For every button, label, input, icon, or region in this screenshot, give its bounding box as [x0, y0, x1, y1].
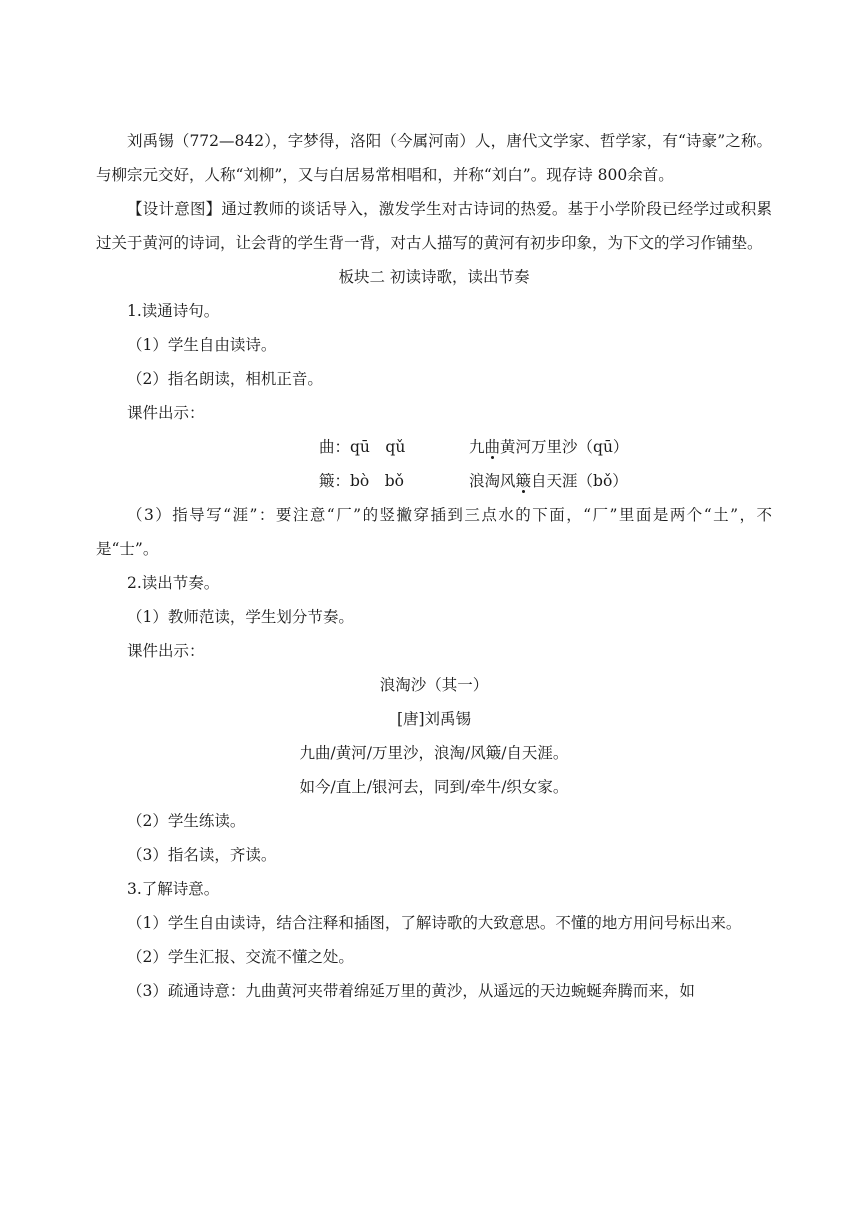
- pinyin-example-qu: 九曲黄河万里沙（qū）: [469, 438, 629, 456]
- step-1-heading: 1.读通诗句。: [127, 302, 220, 320]
- step-3-heading: 3.了解诗意。: [127, 880, 220, 898]
- poem-title: 浪淘沙（其一）: [379, 676, 489, 694]
- step-2-heading: 2.读出节奏。: [127, 574, 220, 592]
- poem-line-2: 如今/直上/银河去，同到/牵牛/织女家。: [299, 778, 569, 796]
- courseware-label-1: 课件出示：: [127, 404, 205, 422]
- design-intent-paragraph: 【设计意图】通过教师的谈话导入，激发学生对古诗词的热爱。基于小学阶段已经学过或积累过关于黄河的诗词，让会背的学生背一背，对古人描写的黄河有初步印象，为下文的学习作铺垫。: [96, 200, 772, 252]
- courseware-label-2: 课件出示：: [127, 642, 205, 660]
- step-3-3: （3）疏通诗意：九曲黄河夹带着绵延万里的黄沙，从遥远的天边蜿蜒奔腾而来，如: [127, 982, 695, 1000]
- step-1-3: （3）指导写“涯”：要注意“厂”的竖撇穿插到三点水的下面，“厂”里面是两个“土”，不是“士”。: [96, 506, 772, 558]
- pinyin-row-bo: [96, 464, 772, 498]
- pinyin-example-bo: 浪淘风簸自天涯（bǒ）: [469, 472, 628, 490]
- pinyin-char-qu: 曲：qū qǔ: [319, 438, 406, 456]
- pinyin-char-bo: 簸：bò bǒ: [319, 472, 405, 490]
- pinyin-row-qu: [96, 430, 772, 464]
- step-1-2: （2）指名朗读，相机正音。: [127, 370, 323, 388]
- step-3-1: （1）学生自由读诗，结合注释和插图，了解诗歌的大致意思。不懂的地方用问号标出来。: [127, 914, 742, 932]
- author-intro-paragraph: 刘禹锡（772—842），字梦得，洛阳（今属河南）人，唐代文学家、哲学家，有“诗豪”之称。与柳宗元交好，人称“刘柳”，又与白居易常相唱和，并称“刘白”。现存诗 800余首。: [96, 132, 772, 184]
- step-1-1: （1）学生自由读诗。: [127, 336, 277, 354]
- section-title: 板块二 初读诗歌，读出节奏: [338, 268, 530, 286]
- step-3-2: （2）学生汇报、交流不懂之处。: [127, 948, 354, 966]
- poem-line-1: 九曲/黄河/万里沙，浪淘/风簸/自天涯。: [299, 744, 569, 762]
- step-2-2: （2）学生练读。: [127, 812, 246, 830]
- step-2-1: （1）教师范读，学生划分节奏。: [127, 608, 354, 626]
- poem-author: [唐]刘禹锡: [396, 710, 472, 728]
- step-2-3: （3）指名读，齐读。: [127, 846, 277, 864]
